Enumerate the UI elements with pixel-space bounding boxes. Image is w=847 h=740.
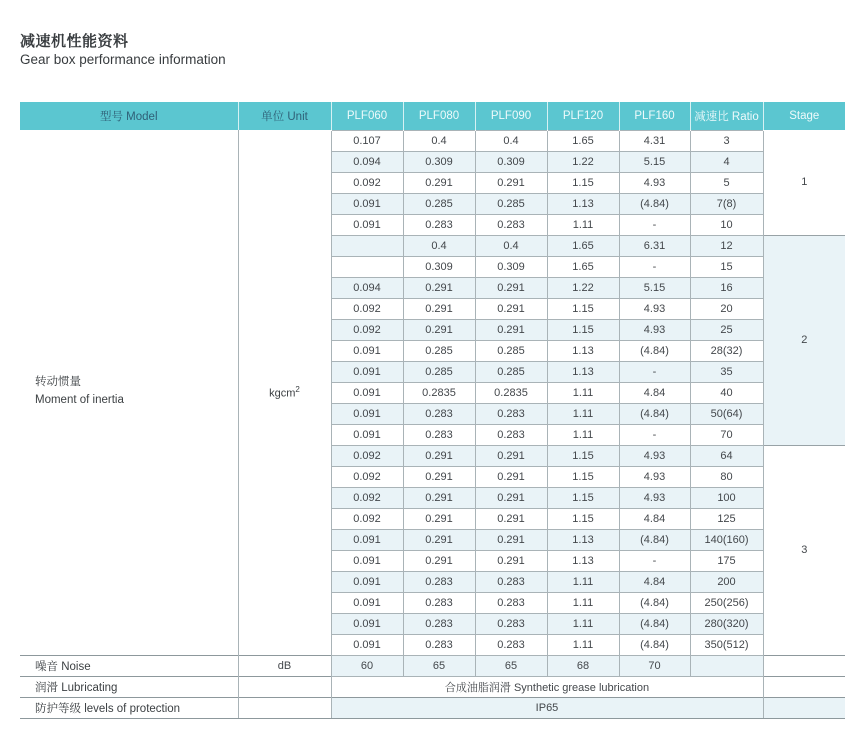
value-cell-plf120: 1.65 <box>547 256 619 277</box>
col-header-plf090: PLF090 <box>475 102 547 130</box>
lubricating-stage-empty <box>763 676 845 697</box>
value-cell-plf160: 4.84 <box>619 382 690 403</box>
value-cell-plf080: 0.283 <box>403 424 475 445</box>
value-cell-plf060: 0.092 <box>331 298 403 319</box>
value-cell-plf160: 4.93 <box>619 466 690 487</box>
value-cell-plf060: 0.094 <box>331 151 403 172</box>
ratio-cell: 80 <box>690 466 763 487</box>
value-cell-plf120: 1.13 <box>547 340 619 361</box>
value-cell-plf060: 0.091 <box>331 634 403 655</box>
ratio-cell: 7(8) <box>690 193 763 214</box>
protection-value: IP65 <box>331 697 763 718</box>
ratio-cell: 40 <box>690 382 763 403</box>
noise-value-plf080: 65 <box>403 655 475 676</box>
ratio-cell: 12 <box>690 235 763 256</box>
value-cell-plf060: 0.092 <box>331 319 403 340</box>
ratio-cell: 280(320) <box>690 613 763 634</box>
value-cell-plf080: 0.283 <box>403 403 475 424</box>
value-cell-plf090: 0.283 <box>475 613 547 634</box>
protection-label: 防护等级 levels of protection <box>20 697 238 718</box>
value-cell-plf090: 0.285 <box>475 361 547 382</box>
value-cell-plf090: 0.2835 <box>475 382 547 403</box>
footer-rows <box>20 655 845 718</box>
ratio-cell: 28(32) <box>690 340 763 361</box>
value-cell-plf060: 0.091 <box>331 550 403 571</box>
value-cell-plf120: 1.13 <box>547 550 619 571</box>
value-cell-plf080: 0.291 <box>403 466 475 487</box>
value-cell-plf090: 0.291 <box>475 319 547 340</box>
value-cell-plf120: 1.11 <box>547 571 619 592</box>
value-cell-plf080: 0.4 <box>403 235 475 256</box>
inertia-unit-exponent: 2 <box>295 384 300 394</box>
value-cell-plf120: 1.22 <box>547 151 619 172</box>
value-cell-plf090: 0.291 <box>475 277 547 298</box>
ratio-cell: 15 <box>690 256 763 277</box>
ratio-cell: 5 <box>690 172 763 193</box>
value-cell-plf160: - <box>619 214 690 235</box>
value-cell-plf080: 0.291 <box>403 487 475 508</box>
value-cell-plf090: 0.291 <box>475 529 547 550</box>
value-cell-plf060: 0.092 <box>331 487 403 508</box>
value-cell-plf060: 0.091 <box>331 592 403 613</box>
value-cell-plf160: (4.84) <box>619 193 690 214</box>
col-header-stage: Stage <box>763 102 845 130</box>
value-cell-plf090: 0.4 <box>475 130 547 151</box>
value-cell-plf160: - <box>619 424 690 445</box>
col-header-plf080: PLF080 <box>403 102 475 130</box>
value-cell-plf060: 0.091 <box>331 340 403 361</box>
ratio-cell: 25 <box>690 319 763 340</box>
page-title-en: Gear box performance information <box>20 52 226 67</box>
inertia-label-zh: 转动惯量 <box>35 376 81 389</box>
value-cell-plf080: 0.283 <box>403 592 475 613</box>
ratio-cell: 125 <box>690 508 763 529</box>
value-cell-plf090: 0.309 <box>475 256 547 277</box>
value-cell-plf160: 4.31 <box>619 130 690 151</box>
value-cell-plf160: 6.31 <box>619 235 690 256</box>
value-cell-plf060 <box>331 256 403 277</box>
value-cell-plf120: 1.15 <box>547 487 619 508</box>
lubricating-label: 润滑 Lubricating <box>20 676 238 697</box>
ratio-cell: 64 <box>690 445 763 466</box>
col-header-ratio: 减速比 Ratio <box>690 102 763 130</box>
value-cell-plf080: 0.309 <box>403 256 475 277</box>
value-cell-plf160: 5.15 <box>619 277 690 298</box>
ratio-cell: 20 <box>690 298 763 319</box>
value-cell-plf120: 1.15 <box>547 508 619 529</box>
value-cell-plf160: 4.93 <box>619 298 690 319</box>
ratio-cell: 250(256) <box>690 592 763 613</box>
ratio-cell: 4 <box>690 151 763 172</box>
value-cell-plf090: 0.291 <box>475 445 547 466</box>
inertia-unit-base: kgcm <box>269 387 296 400</box>
ratio-cell: 16 <box>690 277 763 298</box>
protection-stage-empty <box>763 697 845 718</box>
value-cell-plf080: 0.291 <box>403 445 475 466</box>
value-cell-plf060: 0.092 <box>331 172 403 193</box>
value-cell-plf090: 0.291 <box>475 298 547 319</box>
performance-table <box>20 102 845 719</box>
value-cell-plf120: 1.11 <box>547 634 619 655</box>
value-cell-plf160: - <box>619 256 690 277</box>
inertia-row <box>20 130 845 151</box>
value-cell-plf080: 0.291 <box>403 529 475 550</box>
value-cell-plf160: 4.93 <box>619 487 690 508</box>
value-cell-plf060 <box>331 235 403 256</box>
value-cell-plf090: 0.309 <box>475 151 547 172</box>
value-cell-plf060: 0.091 <box>331 361 403 382</box>
value-cell-plf090: 0.283 <box>475 592 547 613</box>
value-cell-plf060: 0.092 <box>331 445 403 466</box>
value-cell-plf060: 0.091 <box>331 214 403 235</box>
col-header-plf120: PLF120 <box>547 102 619 130</box>
value-cell-plf160: (4.84) <box>619 634 690 655</box>
ratio-cell: 175 <box>690 550 763 571</box>
ratio-cell: 3 <box>690 130 763 151</box>
inertia-label-cell <box>20 130 238 655</box>
ratio-cell: 50(64) <box>690 403 763 424</box>
value-cell-plf120: 1.22 <box>547 277 619 298</box>
noise-label: 噪音 Noise <box>20 655 238 676</box>
value-cell-plf060: 0.092 <box>331 508 403 529</box>
value-cell-plf160: - <box>619 550 690 571</box>
stage-cell: 3 <box>763 445 845 655</box>
value-cell-plf060: 0.091 <box>331 193 403 214</box>
value-cell-plf120: 1.11 <box>547 382 619 403</box>
ratio-cell: 70 <box>690 424 763 445</box>
value-cell-plf060: 0.092 <box>331 466 403 487</box>
value-cell-plf090: 0.291 <box>475 487 547 508</box>
value-cell-plf160: (4.84) <box>619 403 690 424</box>
value-cell-plf090: 0.291 <box>475 508 547 529</box>
col-header-model: 型号 Model <box>20 102 238 130</box>
ratio-cell: 100 <box>690 487 763 508</box>
value-cell-plf080: 0.285 <box>403 361 475 382</box>
value-cell-plf120: 1.13 <box>547 529 619 550</box>
inertia-unit-cell <box>238 130 331 655</box>
value-cell-plf160: 4.93 <box>619 445 690 466</box>
ratio-cell: 10 <box>690 214 763 235</box>
value-cell-plf120: 1.65 <box>547 130 619 151</box>
value-cell-plf090: 0.291 <box>475 172 547 193</box>
noise-unit: dB <box>238 655 331 676</box>
value-cell-plf120: 1.15 <box>547 466 619 487</box>
value-cell-plf080: 0.283 <box>403 214 475 235</box>
value-cell-plf080: 0.291 <box>403 508 475 529</box>
inertia-label-en: Moment of inertia <box>35 394 124 407</box>
value-cell-plf160: 4.84 <box>619 571 690 592</box>
value-cell-plf120: 1.15 <box>547 172 619 193</box>
ratio-cell: 35 <box>690 361 763 382</box>
value-cell-plf160: - <box>619 361 690 382</box>
value-cell-plf120: 1.15 <box>547 298 619 319</box>
value-cell-plf120: 1.13 <box>547 361 619 382</box>
value-cell-plf080: 0.285 <box>403 340 475 361</box>
value-cell-plf060: 0.091 <box>331 571 403 592</box>
noise-value-plf120: 68 <box>547 655 619 676</box>
protection-unit-empty <box>238 697 331 718</box>
value-cell-plf120: 1.11 <box>547 613 619 634</box>
value-cell-plf080: 0.4 <box>403 130 475 151</box>
noise-value-plf160: 70 <box>619 655 690 676</box>
noise-value-plf090: 65 <box>475 655 547 676</box>
lubricating-row <box>20 676 845 697</box>
value-cell-plf060: 0.091 <box>331 403 403 424</box>
value-cell-plf160: 4.93 <box>619 172 690 193</box>
value-cell-plf160: (4.84) <box>619 529 690 550</box>
value-cell-plf080: 0.309 <box>403 151 475 172</box>
value-cell-plf080: 0.291 <box>403 550 475 571</box>
value-cell-plf080: 0.291 <box>403 172 475 193</box>
value-cell-plf120: 1.11 <box>547 592 619 613</box>
col-header-plf060: PLF060 <box>331 102 403 130</box>
value-cell-plf090: 0.283 <box>475 571 547 592</box>
value-cell-plf120: 1.65 <box>547 235 619 256</box>
value-cell-plf080: 0.283 <box>403 571 475 592</box>
value-cell-plf160: 4.84 <box>619 508 690 529</box>
value-cell-plf090: 0.285 <box>475 193 547 214</box>
protection-row <box>20 697 845 718</box>
noise-row <box>20 655 845 676</box>
value-cell-plf160: (4.84) <box>619 340 690 361</box>
value-cell-plf090: 0.283 <box>475 403 547 424</box>
value-cell-plf080: 0.291 <box>403 277 475 298</box>
header-row <box>20 102 845 130</box>
value-cell-plf060: 0.091 <box>331 529 403 550</box>
value-cell-plf120: 1.15 <box>547 445 619 466</box>
value-cell-plf090: 0.283 <box>475 214 547 235</box>
ratio-cell: 200 <box>690 571 763 592</box>
value-cell-plf120: 1.11 <box>547 403 619 424</box>
value-cell-plf120: 1.13 <box>547 193 619 214</box>
ratio-cell: 140(160) <box>690 529 763 550</box>
value-cell-plf080: 0.285 <box>403 193 475 214</box>
value-cell-plf160: 5.15 <box>619 151 690 172</box>
value-cell-plf080: 0.283 <box>403 613 475 634</box>
value-cell-plf090: 0.283 <box>475 424 547 445</box>
value-cell-plf090: 0.291 <box>475 550 547 571</box>
value-cell-plf060: 0.091 <box>331 424 403 445</box>
value-cell-plf160: 4.93 <box>619 319 690 340</box>
stage-cell: 2 <box>763 235 845 445</box>
col-header-plf160: PLF160 <box>619 102 690 130</box>
value-cell-plf090: 0.291 <box>475 466 547 487</box>
lubricating-value: 合成油脂润滑 Synthetic grease lubrication <box>331 676 763 697</box>
value-cell-plf090: 0.283 <box>475 634 547 655</box>
value-cell-plf090: 0.4 <box>475 235 547 256</box>
noise-value-plf060: 60 <box>331 655 403 676</box>
inertia-rows <box>20 130 845 655</box>
page-title-zh: 减速机性能资料 <box>20 33 129 50</box>
value-cell-plf160: (4.84) <box>619 592 690 613</box>
noise-ratio-empty <box>690 655 763 676</box>
value-cell-plf080: 0.291 <box>403 319 475 340</box>
value-cell-plf080: 0.291 <box>403 298 475 319</box>
value-cell-plf060: 0.094 <box>331 277 403 298</box>
value-cell-plf090: 0.285 <box>475 340 547 361</box>
ratio-cell: 350(512) <box>690 634 763 655</box>
stage-cell: 1 <box>763 130 845 235</box>
value-cell-plf120: 1.15 <box>547 319 619 340</box>
value-cell-plf060: 0.091 <box>331 382 403 403</box>
value-cell-plf160: (4.84) <box>619 613 690 634</box>
col-header-unit: 单位 Unit <box>238 102 331 130</box>
value-cell-plf120: 1.11 <box>547 214 619 235</box>
value-cell-plf080: 0.2835 <box>403 382 475 403</box>
value-cell-plf060: 0.107 <box>331 130 403 151</box>
value-cell-plf080: 0.283 <box>403 634 475 655</box>
noise-stage-empty <box>763 655 845 676</box>
lubricating-unit-empty <box>238 676 331 697</box>
value-cell-plf060: 0.091 <box>331 613 403 634</box>
value-cell-plf120: 1.11 <box>547 424 619 445</box>
